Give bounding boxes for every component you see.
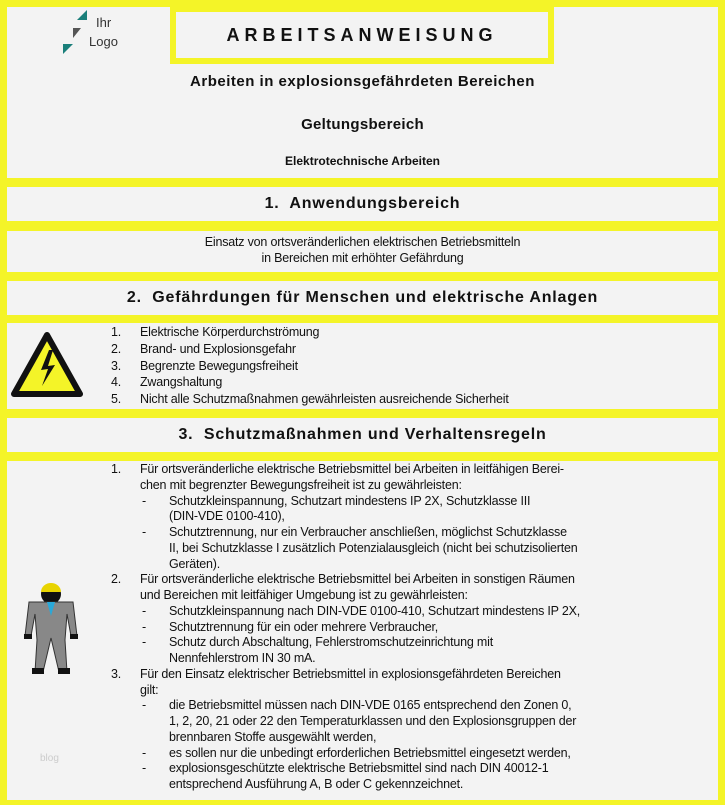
rule-text-line: Schutzkleinspannung nach DIN-VDE 0100-410, Schutzart mindestens IP 2X, — [169, 603, 581, 618]
bullet-dash: - — [142, 698, 146, 713]
rule-text-line: entsprechend Ausführung A, B oder C gekennzeichnet. — [169, 777, 464, 791]
rule-text-line: 1, 2, 20, 21 oder 22 den Temperaturklassen und den Explosionsgruppen der — [169, 714, 577, 728]
rule-text-line: die Betriebsmittel müssen nach DIN-VDE 0165 entsprechend den Zonen 0, — [169, 698, 572, 713]
rule-text-line: Für ortsveränderliche elektrische Betriebsmittel bei Arbeiten in sonstigen Räumen — [140, 572, 575, 587]
company-logo — [57, 10, 137, 56]
watermark: blog — [40, 753, 59, 764]
bullet-dash: - — [142, 493, 146, 508]
scope-label: Geltungsbereich — [301, 116, 424, 133]
hazard-item-number: 4. — [111, 375, 122, 390]
rule-text-line: gilt: — [140, 682, 159, 697]
hazard-item-number: 2. — [111, 341, 122, 356]
hazard-item: Elektrische Körperdurchströmung — [140, 325, 320, 339]
rule-text-line: es sollen nur die unbedingt erforderlichen Betriebsmittel eingesetzt werden, — [169, 745, 571, 760]
rule-text-line: Für ortsveränderliche elektrische Betriebsmittel bei Arbeiten in leitfähigen Berei- — [140, 462, 564, 476]
section2-body — [7, 323, 718, 409]
logo-text-line2: Logo — [89, 34, 118, 49]
electrical-hazard-warning-icon — [11, 332, 83, 398]
section1-body — [7, 231, 718, 272]
hazard-item: Brand- und Explosionsgefahr — [140, 341, 296, 356]
section1-line: Einsatz von ortsveränderlichen elektrischen Betriebsmitteln — [204, 235, 521, 249]
document-title: ARBEITSANWEISUNG — [170, 6, 554, 64]
hazard-item: Begrenzte Bewegungsfreiheit — [140, 358, 298, 373]
bullet-dash: - — [142, 635, 146, 650]
rule-text-line: Schutztrennung, nur ein Verbraucher anschließen, möglichst Schutzklasse — [169, 525, 567, 539]
rule-number: 1. — [111, 462, 122, 476]
hazard-item: Zwangshaltung — [140, 375, 223, 390]
logo-mark-icon — [57, 10, 87, 56]
rule-text-line: Schutzkleinspannung, Schutzart mindestens IP 2X, Schutzklasse III — [169, 493, 531, 508]
rule-text-line: und Bereichen mit leitfähiger Umgebung ist zu gewährleisten: — [140, 588, 468, 602]
rule-text-line: chen mit begrenzter Bewegungsfreiheit ist zu gewährleisten: — [140, 477, 462, 492]
hazard-item: Nicht alle Schutzmaßnahmen gewährleisten ausreichende Sicherheit — [140, 392, 509, 407]
bullet-dash: - — [142, 525, 146, 539]
hazard-item-number: 3. — [111, 358, 122, 373]
section2-heading: 2. Gefährdungen für Menschen und elektrische Anlagen — [7, 281, 718, 315]
rule-text-line: explosionsgeschützte elektrische Betriebsmittel sind nach DIN 40012-1 — [169, 761, 549, 776]
rule-text-line: Geräten). — [169, 556, 221, 571]
rule-text-line: Nennfehlerstrom IN 30 mA. — [169, 651, 316, 665]
rule-text-line: Schutz durch Abschaltung, Fehlerstromschutzeinrichtung mit — [169, 635, 493, 650]
rule-number: 2. — [111, 572, 122, 587]
rule-text-line: Für den Einsatz elektrischer Betriebsmittel in explosionsgefährdeten Bereichen — [140, 666, 561, 681]
logo-text-line1: Ihr — [96, 15, 112, 30]
hazard-item-number: 5. — [111, 392, 122, 407]
section3-heading: 3. Schutzmaßnahmen und Verhaltensregeln — [7, 418, 718, 452]
rule-text-line: II, bei Schutzklasse I zusätzlich Potenzialausgleich (nicht bei schutzisolierten — [169, 540, 578, 555]
section1-line: in Bereichen mit erhöhter Gefährdung — [261, 251, 464, 265]
bullet-dash: - — [142, 619, 146, 634]
section1-heading: 1. Anwendungsbereich — [7, 187, 718, 221]
bullet-dash: - — [142, 745, 146, 760]
bullet-dash: - — [142, 603, 146, 618]
hazard-item-number: 1. — [111, 325, 122, 339]
rule-number: 3. — [111, 666, 122, 681]
rule-text-line: Schutztrennung für ein oder mehrere Verbraucher, — [169, 619, 439, 634]
rule-text-line: (DIN-VDE 0100-410), — [169, 509, 285, 524]
header-panel — [7, 7, 718, 178]
section3-body — [7, 461, 718, 800]
scope-value: Elektrotechnische Arbeiten — [285, 154, 440, 168]
bullet-dash: - — [142, 761, 146, 776]
document-subtitle: Arbeiten in explosionsgefährdeten Bereichen — [190, 73, 535, 90]
worker-with-helmet-icon — [21, 580, 81, 676]
rule-text-line: brennbaren Stoffe ausgewählt werden, — [169, 729, 377, 744]
